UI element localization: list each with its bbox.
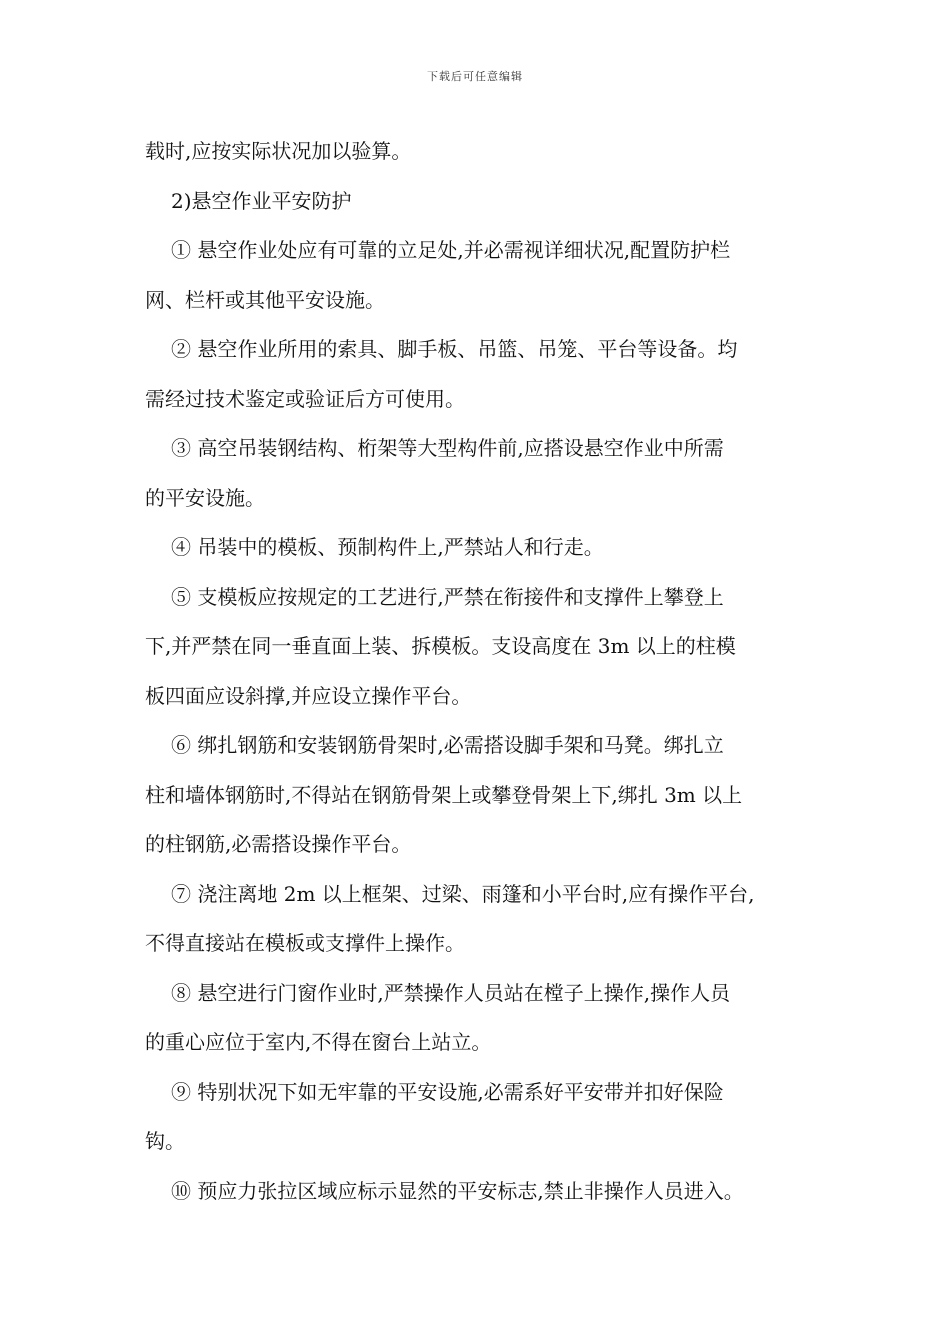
text-line-7: ③ 高空吊装钢结构、桁架等大型构件前,应搭设悬空作业中所需 <box>171 436 724 460</box>
page-header: 下载后可任意编辑 <box>427 70 523 83</box>
text-line-4: 网、栏杆或其他平安设施。 <box>145 287 385 312</box>
text-line-9: ④ 吊装中的模板、预制构件上,严禁站人和行走。 <box>171 535 604 559</box>
text-line-21: 钩。 <box>145 1129 185 1153</box>
text-line-18: ⑧ 悬空进行门窗作业时,严禁操作人员站在樘子上操作,操作人员 <box>171 980 731 1005</box>
text-line-13: ⑥ 绑扎钢筋和安装钢筋骨架时,必需搭设脚手架和马凳。绑扎立 <box>171 733 724 757</box>
text-line-15: 的柱钢筋,必需搭设操作平台。 <box>145 832 412 856</box>
text-line-1: 载时,应按实际状况加以验算。 <box>145 139 412 163</box>
text-line-19: 的重心应位于室内,不得在窗台上站立。 <box>145 1030 492 1054</box>
document-body <box>145 127 815 1216</box>
section-heading: 2)悬空作业平安防护 <box>171 188 352 213</box>
text-line-3: ① 悬空作业处应有可靠的立足处,并必需视详细状况,配置防护栏 <box>171 238 731 262</box>
text-line-14: 柱和墙体钢筋时,不得站在钢筋骨架上或攀登骨架上下,绑扎 3m 以上 <box>145 782 743 807</box>
text-line-8: 的平安设施。 <box>145 485 265 510</box>
text-line-17: 不得直接站在模板或支撑件上操作。 <box>145 931 465 955</box>
text-line-12: 板四面应设斜撑,并应设立操作平台。 <box>145 683 472 708</box>
text-line-11: 下,并严禁在同一垂直面上装、拆模板。支设高度在 3m 以上的柱模 <box>145 634 736 658</box>
text-line-10: ⑤ 支模板应按规定的工艺进行,严禁在衔接件和支撑件上攀登上 <box>171 584 724 609</box>
text-line-6: 需经过技术鉴定或验证后方可使用。 <box>145 386 465 411</box>
text-line-5: ② 悬空作业所用的索具、脚手板、吊篮、吊笼、平台等设备。均 <box>171 337 738 361</box>
text-line-20: ⑨ 特别状况下如无牢靠的平安设施,必需系好平安带并扣好保险 <box>171 1079 724 1104</box>
text-line-22: ⑩ 预应力张拉区域应标示显然的平安标志,禁止非操作人员进入。 <box>171 1178 744 1203</box>
text-line-16: ⑦ 浇注离地 2m 以上框架、过梁、雨篷和小平台时,应有操作平台, <box>171 881 755 906</box>
